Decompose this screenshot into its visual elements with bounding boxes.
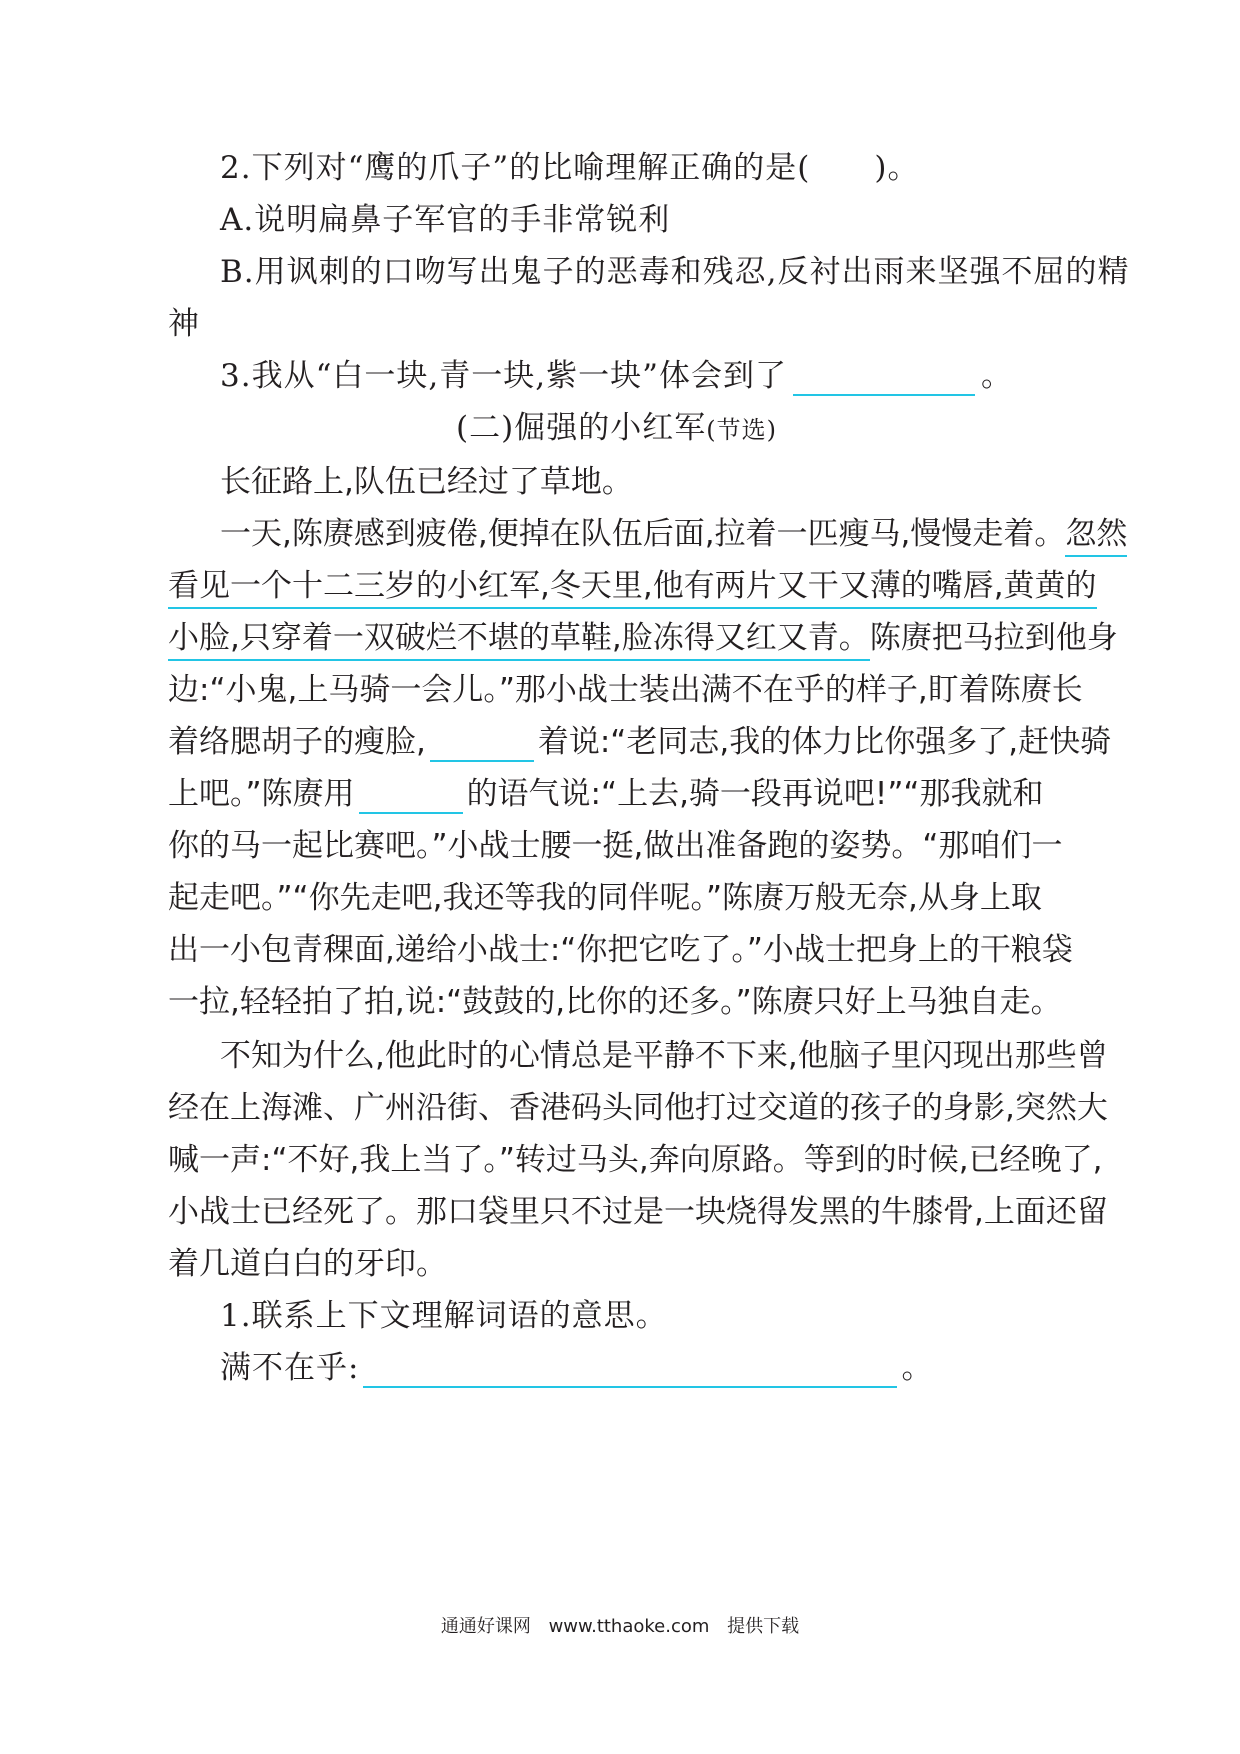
passage-line-8: 你的马一起比赛吧。”小战士腰一挺,做出准备跑的姿势。“那咱们一 [168, 828, 1063, 864]
question-1-item [220, 1348, 933, 1388]
passage-line-12: 不知为什么,他此时的心情总是平静不下来,他脑子里闪现出那些曾 [220, 1038, 1108, 1074]
question-2-option-b-line1: B.用讽刺的口吻写出鬼子的恶毒和残忍,反衬出雨来坚强不屈的精 [220, 254, 1130, 290]
question-3-text: 3.我从“白一块,青一块,紫一块”体会到了 [220, 358, 787, 394]
passage-line-6-text-a: 着络腮胡子的瘦脸, [168, 724, 426, 760]
question-2-option-b-line2: 神 [168, 306, 200, 342]
passage-line-10: 出一小包青稞面,递给小战士:“你把它吃了。”小战士把身上的干粮袋 [168, 932, 1073, 968]
passage-blank-1[interactable] [430, 726, 534, 762]
underlined-sentence-part-3: 小脸,只穿着一双破烂不堪的草鞋,脸冻得又红又青。 [168, 620, 870, 661]
question-1: 1.联系上下文理解词语的意思。 [220, 1298, 668, 1334]
passage-line-11: 一拉,轻轻拍了拍,说:“鼓鼓的,比你的还多。”陈赓只好上马独自走。 [168, 984, 1062, 1020]
passage-line-4 [168, 618, 1118, 658]
question-3 [220, 356, 1013, 396]
passage-line-5: 边:“小鬼,上马骑一会儿。”那小战士装出满不在乎的样子,盯着陈赓长 [168, 672, 1083, 708]
question-2: 2.下列对“鹰的爪子”的比喻理解正确的是( )。 [220, 150, 920, 186]
page-footer [0, 1612, 1240, 1638]
passage-line-2 [220, 514, 1127, 554]
footer-url[interactable]: www.tthaoke.com [548, 1616, 710, 1637]
question-3-answer-blank[interactable] [793, 360, 975, 396]
question-1-answer-blank[interactable] [363, 1352, 897, 1388]
passage-line-13: 经在上海滩、广州沿街、香港码头同他打过交道的孩子的身影,突然大 [168, 1090, 1108, 1126]
question-2-option-a: A.说明扁鼻子军官的手非常锐利 [220, 202, 671, 238]
passage-line-16: 着几道白白的牙印。 [168, 1246, 447, 1282]
passage-title-text: (二)倔强的小红军 [456, 410, 707, 446]
question-1-word: 满不在乎: [220, 1350, 360, 1386]
passage-line-6 [168, 722, 1111, 762]
footer-site-name: 通通好课网 [440, 1616, 531, 1637]
passage-line-3 [168, 566, 1097, 606]
passage-title-note: (节选) [706, 416, 777, 444]
passage-line-6-text-b: 着说:“老同志,我的体力比你强多了,赶快骑 [537, 724, 1112, 760]
passage-line-4-text: 陈赓把马拉到他身 [869, 620, 1118, 656]
passage-line-15: 小战士已经死了。那口袋里只不过是一块烧得发黑的牛膝骨,上面还留 [168, 1194, 1108, 1230]
passage-line-14: 喊一声:“不好,我上当了。”转过马头,奔向原路。等到的时候,已经晚了, [168, 1142, 1103, 1178]
passage-line-7-text-b: 的语气说:“上去,骑一段再说吧!”“那我就和 [466, 776, 1044, 812]
question-3-suffix: 。 [980, 358, 1013, 394]
passage-line-2-text: 一天,陈赓感到疲倦,便掉在队伍后面,拉着一匹瘦马,慢慢走着。 [220, 516, 1066, 552]
passage-blank-2[interactable] [359, 778, 463, 814]
passage-title [456, 408, 777, 450]
passage-line-9: 起走吧。”“你先走吧,我还等我的同伴呢。”陈赓万般无奈,从身上取 [168, 880, 1042, 916]
underlined-sentence-part-2: 看见一个十二三岁的小红军,冬天里,他有两片又干又薄的嘴唇,黄黄的 [168, 568, 1097, 609]
passage-line-1: 长征路上,队伍已经过了草地。 [220, 464, 633, 500]
footer-download: 提供下载 [727, 1616, 800, 1637]
passage-line-7-text-a: 上吧。”陈赓用 [168, 776, 355, 812]
passage-line-7 [168, 774, 1043, 814]
question-1-suffix: 。 [901, 1350, 934, 1386]
underlined-sentence-part-1: 忽然 [1065, 516, 1127, 557]
